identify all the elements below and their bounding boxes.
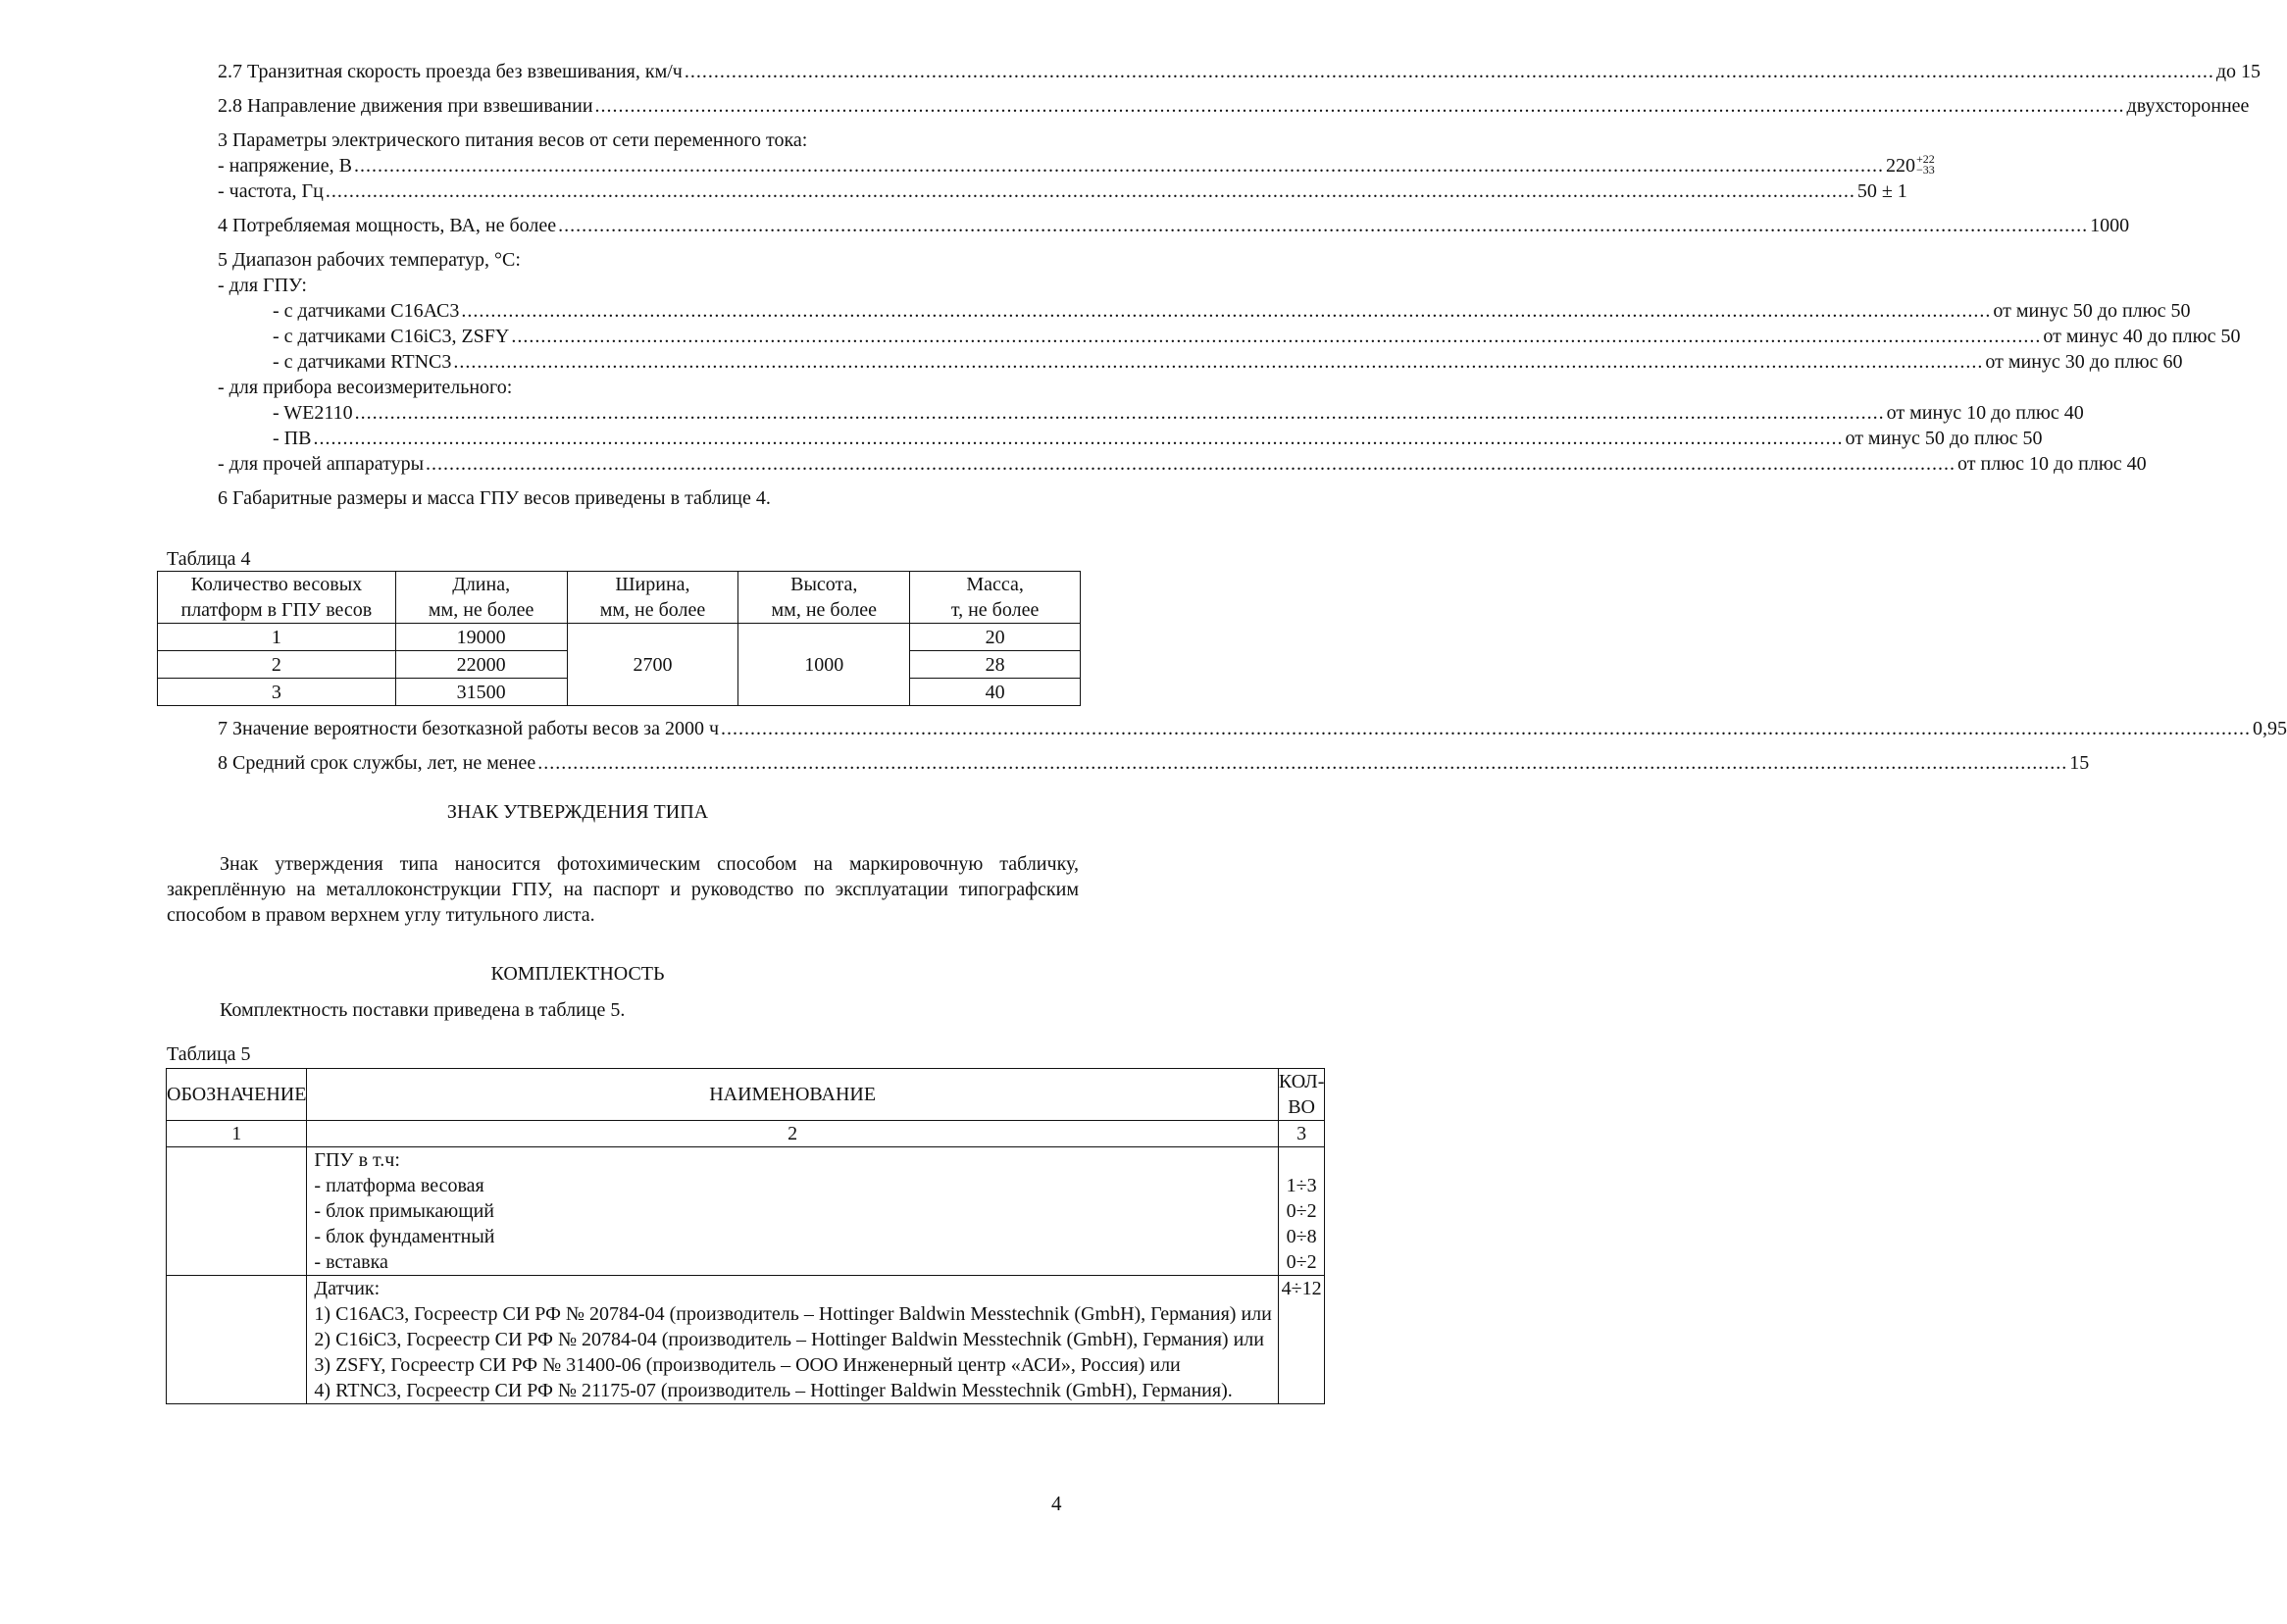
page-number: 4 [1051, 1492, 1062, 1515]
table-row: ГПУ в т.ч: - платформа весовая - блок примыкающий - блок фундаментный - вставка 1÷3 0÷2 0÷8 0÷2 [167, 1147, 1325, 1276]
spec-gpu-temp: - с датчиками RTNC3 ..... от минус 30 до плюс 60 [218, 349, 1079, 375]
completeness-table [166, 1068, 1325, 1404]
spec-gpu-temp: - с датчиками С16iС3, ZSFY ..... от минус 40 до плюс 50 [218, 324, 1079, 349]
gpu-heading: - для ГПУ: [218, 275, 307, 296]
spec-frequency: - частота, Гц ..... 50 ± 1 [218, 178, 1079, 204]
header-cell: КОЛ-ВО [1278, 1069, 1325, 1121]
specifications-list [218, 59, 2262, 511]
header-cell: Масса, т, не более [910, 572, 1081, 624]
voltage-tolerance: +22 −33 [1915, 152, 1935, 178]
header-cell: Количество весовых платформ в ГПУ весов [158, 572, 396, 624]
spec-device-temp: - ПВ ..... от минус 50 до плюс 50 [218, 426, 1079, 451]
device-heading: - для прибора весоизмерительного: [218, 377, 513, 398]
spec-service-life: 8 Средний срок службы, лет, не менее ..... 15 [218, 750, 1079, 776]
temperature-heading: 5 Диапазон рабочих температур, °С: [218, 249, 521, 271]
spec-device-temp: - WE2110 ..... от минус 10 до плюс 40 [218, 400, 1079, 426]
table-number-row: 1 2 3 [167, 1121, 1325, 1147]
table-row: 3 31500 40 [158, 679, 1081, 706]
header-cell: ОБОЗНАЧЕНИЕ [167, 1069, 307, 1121]
spec-consumption: 4 Потребляемая мощность, ВА, не более ..... 1000 [218, 213, 1079, 238]
header-cell: НАИМЕНОВАНИЕ [307, 1069, 1278, 1121]
header-cell: Длина, мм, не более [395, 572, 567, 624]
reliability-list [218, 716, 2287, 776]
spec-gpu-temp: - с датчиками С16АС3 ..... от минус 50 до плюс 50 [218, 298, 1079, 324]
spec-transit-speed: 2.7 Транзитная скорость проезда без взвешивания, км/ч ..... до 15 [218, 59, 1079, 84]
spec-voltage: - напряжение, В ..... 220 +22 −33 [218, 153, 1079, 178]
spec-other-temp: - для прочей аппаратуры ..... от плюс 10 до плюс 40 [218, 451, 1079, 477]
height-cell: 1000 [738, 624, 910, 706]
width-cell: 2700 [567, 624, 738, 706]
table-header-row [167, 1069, 1325, 1121]
type-approval-paragraph: Знак утверждения типа наносится фотохимическим способом на маркировочную табличку, закреплённую на металлоконструкции ГПУ, на паспорт и руководство по эксплуатации типографским способом в правом верхнем углу титульного листа. [167, 853, 1079, 926]
spec-reliability: 7 Значение вероятности безотказной работы весов за 2000 ч ..... 0,95 [218, 716, 1079, 741]
table-row: 2 22000 28 [158, 651, 1081, 679]
section-title-type-approval: ЗНАК УТВЕРЖДЕНИЯ ТИПА [446, 801, 709, 823]
dimensions-note: 6 Габаритные размеры и масса ГПУ весов приведены в таблице 4. [218, 487, 771, 509]
table5-caption: Таблица 5 [167, 1043, 251, 1065]
header-cell: Высота, мм, не более [738, 572, 910, 624]
table4-caption: Таблица 4 [167, 548, 251, 570]
table-row: 1 19000 2700 1000 20 [158, 624, 1081, 651]
table-row: Датчик: 1) С16АС3, Госреестр СИ РФ № 20784-04 (производитель – Hottinger Baldwin Messtechnik (GmbH), Германия) или 2) С16iС3, Госреестр СИ РФ № 20784-04 (производитель – Hottinger Baldwin Messtechnik (GmbH), Германия) или 3) ZSFY, Госреестр СИ РФ № 31400-06 (производитель – ООО Инженерный центр «АСИ», Россия) или 4) RTNC3, Госреестр СИ РФ № 21175-07 (производитель – Hottinger Baldwin Messtechnik (GmbH), Германия). 4÷12 [167, 1276, 1325, 1404]
spec-direction: 2.8 Направление движения при взвешивании ..... двухстороннее [218, 93, 1079, 119]
table-header-row [158, 572, 1081, 624]
section-title-completeness: КОМПЛЕКТНОСТЬ [490, 963, 665, 985]
completeness-note: Комплектность поставки приведена в таблице 5. [220, 999, 626, 1021]
power-heading: 3 Параметры электрического питания весов от сети переменного тока: [218, 129, 808, 151]
dimensions-table [157, 571, 1081, 706]
header-cell: Ширина, мм, не более [567, 572, 738, 624]
